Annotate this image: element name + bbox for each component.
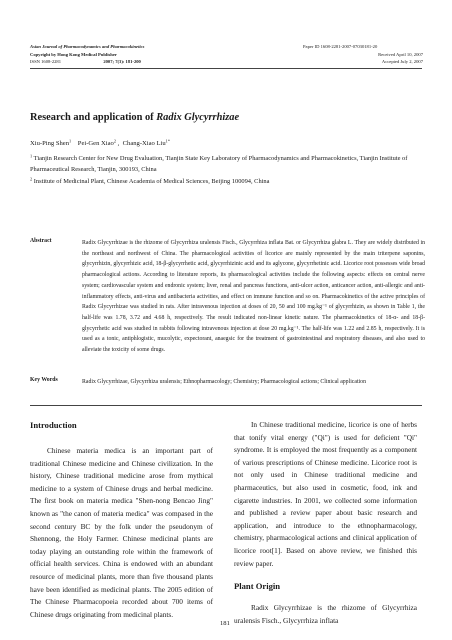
author-list: [30, 140, 170, 147]
page-number: 181: [220, 620, 230, 627]
keywords-rule: [30, 405, 422, 406]
author-sep: ,: [116, 140, 121, 147]
paper-id: Paper ID 1608-2281-2007-07030181-20: [303, 44, 378, 49]
issn-volume-line: [30, 58, 144, 66]
affiliation-text: Tianjin Research Center for New Drug Evaluation, Tianjin State Key Laboratory of Pharmacodynamics and Pharmacokinetics, Tianjin Institute of Pharmaceutical Research, Tianjin, 300193, China: [30, 155, 408, 174]
left-column: [30, 419, 213, 621]
paper-title: [30, 112, 239, 123]
right-column: [234, 419, 417, 627]
title-italic: Radix Glycyrrhizae: [156, 112, 240, 123]
paper-info: [303, 43, 423, 66]
abstract-text: Radix Glycyrrhizae is the rhizome of Glycyrrhiza uralensis Fisch., Glycyrrhiza inflata Bat. or Glycyrrhiza glabra L. They are widely distributed in the northeast and northwest of China. The pharmacological activities of licorice are mainly represented by the main triterpene saponins, glycyrrhizin, glycyrrhizic acid, 18-β-glycyrrhetic acid, glycyrrhizinic acid and its aglycone, glycyrrhetinic acid. Licorice root possesses wide broad pharmacological actions. According to literature reports, its pharmacological activities include the following aspects: effects on central nerve system; cardiovascular system and endronic system; liver, renal and pancreas functions, anti-ulcer action, anticancer action, anti-allergic and anti-inflammatory effects, anti-virus and antibacteria activities, and effect on immune function and so on. Pharmacokinetics of the active principles of Radix Glycyrrhizae was studied in rats. After intravenous injection at doses of 20, 50 and 100 mg.kg⁻¹ of glycyrrhizin, as shown in Table 1, the half-life was 1.78, 3.72 and 4.68 h, respectively. The result indicated non-linear kinetic nature. The pharmacokinetics of 18-α- and 18-β-glycyrrhetic acid was studied in rabbits following intravenous injection at dose 20 mg.kg⁻¹. The half-life was 1.22 and 2.85 h, respectively. It is used as a tonic, antiphlogistic, mucolytic, expectorant, anaegsic for the treatment of gastrointestinal and respiratory diseases, and also used to alleviate the toxicity of some drugs.: [82, 240, 425, 354]
author-name: Pei-Gen Xiao: [77, 140, 114, 147]
affiliation-item: [30, 176, 425, 187]
section-heading-introduction: Introduction: [30, 420, 77, 430]
plant-origin-paragraph: Radix Glycyrrhizae is the rhizome of Glycyrrhiza uralensis Fisch., Glycyrrhiza inflata: [234, 603, 417, 625]
author-sup: 1*: [165, 138, 170, 144]
affiliation-sup: 1: [30, 153, 33, 159]
section-heading-plant-origin: Plant Origin: [234, 581, 281, 592]
abstract-label: Abstract: [30, 238, 52, 244]
affiliations: [30, 153, 425, 187]
keywords-label: Key Words: [30, 377, 58, 383]
author-sup: 1: [69, 138, 72, 144]
copyright-line: Copyright by Hong Kong Medical Publisher: [30, 51, 117, 57]
header-rule: [30, 68, 422, 69]
author-name: Chang-Xiao Liu: [122, 140, 166, 147]
affiliation-sup: 2: [30, 176, 33, 182]
volume-info: 2007; 7(3): 181-200: [103, 59, 141, 65]
journal-name: Asian Journal of Pharmacodynamics and Pharmacokinetics: [30, 44, 145, 49]
keywords-text: Radix Glycyrrhizae, Glycyrrhiza uralensis; Ethnopharmacology; Chemistry; Pharmacological actions; Clinical application: [82, 379, 366, 385]
title-prefix: Research and application of: [30, 112, 157, 123]
accepted-date: Accepted July 2, 2007: [381, 59, 423, 65]
issn: ISSN 1608-2281: [30, 59, 62, 65]
author-sup: 2: [113, 138, 117, 144]
intro-paragraph: Chinese materia medica is an important part of traditional Chinese medicine and Chinese civilization. In the history, Chinese traditional medicine arose from mythical medicine to a system of Chinese drugs and herbal medicine. The first book on materia medica "Shen-nong Bencao Jing" known as "the canon of materia medica" was compased in the second century BC by the folk under the pseudonym of Shennong, the Holy Farmer. Chinese medicinal plants are today playing an outstanding role within the framework of official health services. China is endowed with an abundant resource of medicinal plants, more than five thousand plants have been identified as medicinal plants. The 2005 edition of The Chinese Pharmacopoeia recorded about 700 items of Chinese drugs originating from medicinal plants.: [30, 446, 213, 619]
journal-header: [30, 43, 144, 66]
received-date: Received April 10, 2007: [378, 51, 423, 57]
author-name: Xiu-Ping Shen: [30, 140, 70, 147]
affiliation-text: Institute of Medicinal Plant, Chinese Academia of Medical Sciences, Beijing 100094, China: [32, 177, 270, 185]
intro-paragraph: In Chinese traditional medicine, licorice is one of herbs that tonify vital energy ("Qi") is used for deficient "Qi" syndrome. It is employed the most frequently as a component of various prescriptions of Chinese medicine. Licorice root is not only used in Chinese traditional medicine and pharmaceutics, but also used in cosmetic, food, ink and cigarette industries. In 2001, we collected some information and published a review paper about basic research and application, and introduce to the ethnopharmacology, chemistry, pharmacological actions and clinical application of licorice root[1]. Based on above review, we finished this review paper.: [234, 420, 417, 568]
author-sep: [71, 140, 76, 147]
affiliation-item: [30, 153, 425, 176]
